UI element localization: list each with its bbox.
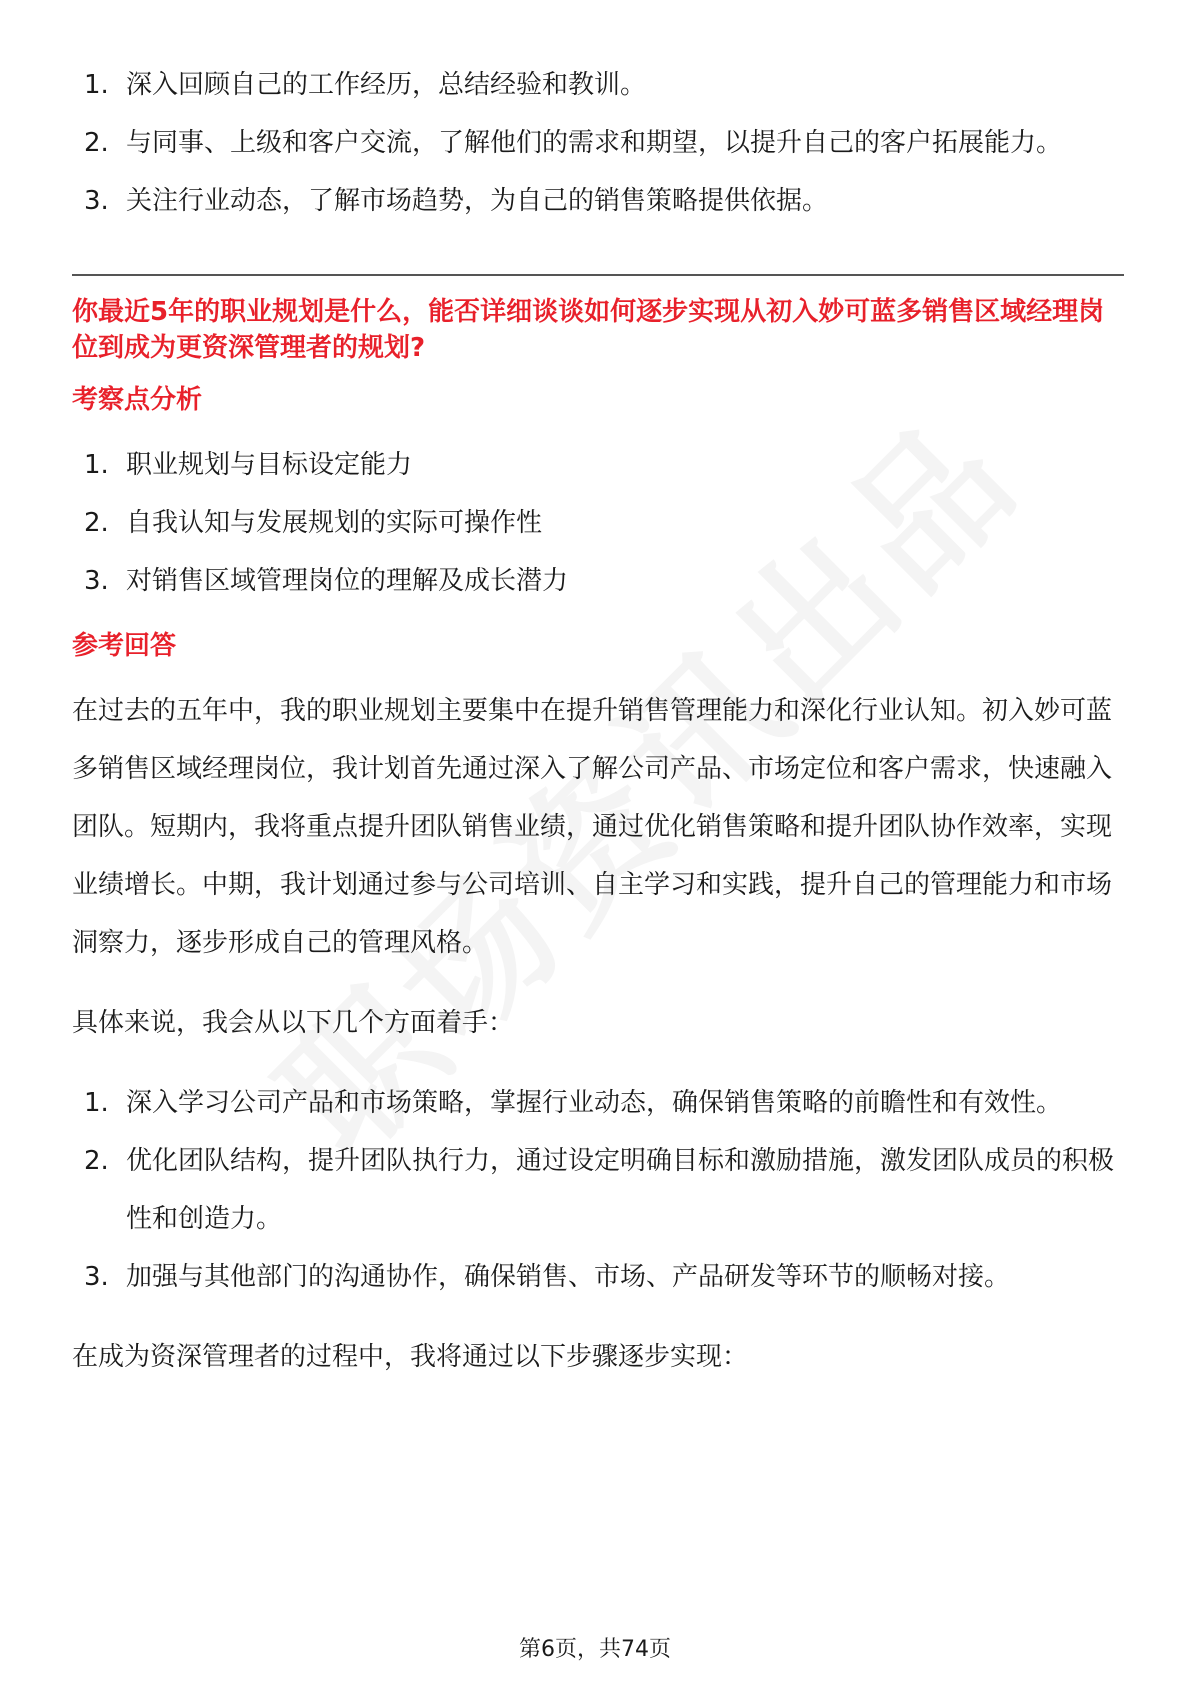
list-item [72, 436, 1118, 494]
list-number: 1. [84, 1088, 109, 1118]
list-text: 加强与其他部门的沟通协作，确保销售、市场、产品研发等环节的顺畅对接。 [126, 1262, 1011, 1292]
list-number: 1. [84, 450, 109, 480]
answer-heading: 参考回答 [72, 631, 177, 661]
list-number: 2. [84, 128, 109, 158]
analysis-list [72, 436, 1118, 610]
list-item [72, 494, 1118, 552]
answer-paragraph: 具体来说，我会从以下几个方面着手： [72, 1008, 515, 1038]
list-item [72, 56, 1118, 114]
answer-paragraph: 在成为资深管理者的过程中，我将通过以下步骤逐步实现： [72, 1342, 749, 1372]
list-number: 3. [84, 186, 109, 216]
list-item [72, 172, 1118, 230]
answer-paragraph: 在过去的五年中，我的职业规划主要集中在提升销售管理能力和深化行业认知。初入妙可蓝多销售区域经理岗位，我计划首先通过深入了解公司产品、市场定位和客户需求，快速融入团队。短期内，我将重点提升团队销售业绩，通过优化销售策略和提升团队协作效率，实现业绩增长。中期，我计划通过参与公司培训、自主学习和实践，提升自己的管理能力和市场洞察力，逐步形成自己的管理风格。 [72, 696, 1113, 958]
list-text: 深入学习公司产品和市场策略，掌握行业动态，确保销售策略的前瞻性和有效性。 [126, 1088, 1063, 1118]
list-text: 与同事、上级和客户交流，了解他们的需求和期望，以提升自己的客户拓展能力。 [126, 128, 1063, 158]
list-number: 3. [84, 1262, 109, 1292]
section-divider [72, 274, 1124, 276]
page-content [72, 56, 1118, 1386]
list-text: 深入回顾自己的工作经历，总结经验和教训。 [126, 70, 647, 100]
list-number: 2. [84, 508, 109, 538]
interview-question: 你最近5年的职业规划是什么，能否详细谈谈如何逐步实现从初入妙可蓝多销售区域经理岗位到成为更资深管理者的规划? [72, 297, 1105, 363]
list-text: 优化团队结构，提升团队执行力，通过设定明确目标和激励措施，激发团队成员的积极性和创造力。 [126, 1146, 1115, 1234]
list-number: 1. [84, 70, 109, 100]
prev-answer-list [72, 56, 1118, 230]
answer-list [72, 1074, 1118, 1306]
list-item [72, 1074, 1118, 1132]
list-number: 3. [84, 566, 109, 596]
list-text: 对销售区域管理岗位的理解及成长潜力 [126, 566, 569, 596]
page-footer: 第6页，共74页 [519, 1637, 671, 1662]
list-item [72, 1248, 1118, 1306]
list-item [72, 1132, 1118, 1248]
list-text: 自我认知与发展规划的实际可操作性 [126, 508, 543, 538]
list-item [72, 552, 1118, 610]
list-item [72, 114, 1118, 172]
list-text: 职业规划与目标设定能力 [126, 450, 413, 480]
list-text: 关注行业动态，了解市场趋势，为自己的销售策略提供依据。 [126, 186, 829, 216]
list-number: 2. [84, 1146, 109, 1176]
analysis-heading: 考察点分析 [72, 385, 203, 415]
